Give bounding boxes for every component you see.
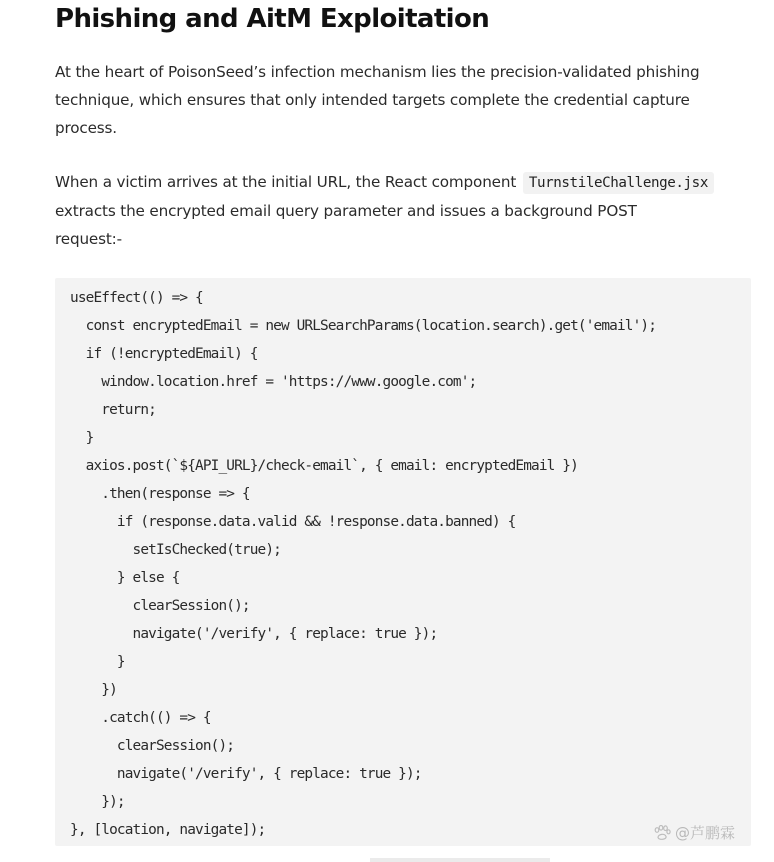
paragraph-intro — [55, 58, 755, 142]
code-line: navigate('/verify', { replace: true }); — [70, 766, 422, 782]
paragraph-line: process. — [55, 119, 117, 137]
code-line: } — [70, 654, 125, 670]
code-line: window.location.href = 'https://www.google.com'; — [70, 374, 477, 390]
divider — [370, 858, 550, 862]
paragraph-line: At the heart of PoisonSeed’s infection mechanism lies the precision-validated phishing — [55, 63, 700, 81]
code-line: axios.post(`${API_URL}/check-email`, { email: encryptedEmail }) — [70, 458, 578, 474]
code-line: useEffect(() => { — [70, 290, 203, 306]
code-line: return; — [70, 402, 156, 418]
code-line: }, [location, navigate]); — [70, 822, 266, 838]
code-line: navigate('/verify', { replace: true }); — [70, 626, 438, 642]
inline-code-filename: TurnstileChallenge.jsx — [523, 172, 714, 194]
code-line: if (!encryptedEmail) { — [70, 346, 258, 362]
code-line: clearSession(); — [70, 738, 235, 754]
code-line: } — [70, 430, 94, 446]
paragraph-line: technique, which ensures that only intended targets complete the credential capture — [55, 91, 690, 109]
paragraph-text: When a victim arrives at the initial URL, the React component — [55, 173, 517, 191]
code-line: .catch(() => { — [70, 710, 211, 726]
code-line: const encryptedEmail = new URLSearchParams(location.search).get('email'); — [70, 318, 657, 334]
code-line: .then(response => { — [70, 486, 250, 502]
paragraph-line: request:- — [55, 230, 122, 248]
code-line: }) — [70, 682, 117, 698]
paragraph-victim-flow — [55, 168, 755, 253]
code-block — [55, 278, 751, 846]
paragraph-line — [55, 168, 755, 197]
code-line: clearSession(); — [70, 598, 250, 614]
paw-icon — [653, 825, 671, 841]
paragraph-line: extracts the encrypted email query parameter and issues a background POST — [55, 202, 637, 220]
code-line: if (response.data.valid && !response.data.banned) { — [70, 514, 516, 530]
code-line: }); — [70, 794, 125, 810]
watermark-text: @芦鹏霖 — [675, 824, 736, 842]
code-line: setIsChecked(true); — [70, 542, 281, 558]
watermark — [653, 822, 735, 843]
section-heading: Phishing and AitM Exploitation — [55, 4, 490, 34]
code-line: } else { — [70, 570, 180, 586]
